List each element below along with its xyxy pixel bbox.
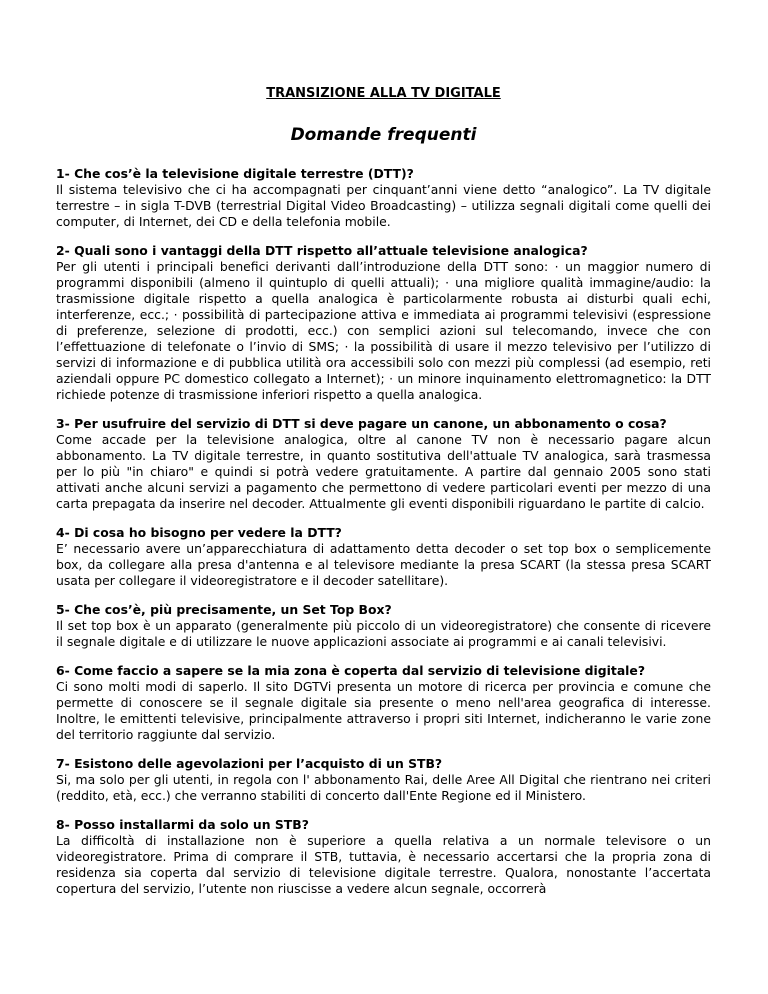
document-title: TRANSIZIONE ALLA TV DIGITALE — [266, 86, 501, 101]
faq-item-1 — [56, 166, 711, 230]
faq-list — [56, 166, 711, 897]
faq-question: 1- Che cos’è la televisione digitale terrestre (DTT)? — [56, 166, 414, 181]
faq-answer: Per gli utenti i principali benefici derivanti dall’introduzione della DTT sono: · un maggior numero di programmi disponibili (almeno il quintuplo di quelli attuali); · una migliore qualità immagine/audio: la trasmissione digitale rispetto a quella analogica è particolarmente robusta ai disturbi quali echi, interferenze, ecc.; · possibilità di partecipazione attiva e immediata ai programmi televisivi (espressione di preferenze, selezione di prodotti, ecc.) con semplici azioni sul telecomando, invece che con l’effettuazione di telefonate o l’invio di SMS; · la possibilità di usare il mezzo televisivo per l’utilizzo di servizi di informazione e di pubblica utilità ora accessibili solo con mezzi più complessi (ad esempio, reti aziendali oppure PC domestico collegato a Internet); · un minore inquinamento elettromagnetico: la DTT richiede potenze di trasmissione inferiori rispetto a quella analogica. — [56, 259, 711, 402]
faq-question: 8- Posso installarmi da solo un STB? — [56, 817, 309, 832]
faq-question: 4- Di cosa ho bisogno per vedere la DTT? — [56, 525, 342, 540]
faq-question: 7- Esistono delle agevolazioni per l’acquisto di un STB? — [56, 756, 443, 771]
faq-item-6 — [56, 663, 711, 743]
faq-answer: La difficoltà di installazione non è superiore a quella relativa a un normale televisore o un videoregistratore. Prima di comprare il STB, tuttavia, è necessario accertarsi che la propria zona di residenza sia coperta dal servizio di televisione digitale terrestre. Qualora, nonostante l’accertata copertura del servizio, l’utente non riuscisse a vedere alcun segnale, occorrerà — [56, 833, 711, 896]
faq-question: 3- Per usufruire del servizio di DTT si deve pagare un canone, un abbonamento o cosa? — [56, 416, 667, 431]
faq-answer: Si, ma solo per gli utenti, in regola con l' abbonamento Rai, delle Aree All Digital che rientrano nei criteri (reddito, età, ecc.) che verranno stabiliti di concerto dall'Ente Regione ed il Ministero. — [56, 772, 711, 803]
faq-answer: Il sistema televisivo che ci ha accompagnati per cinquant’anni viene detto “analogico”. La TV digitale terrestre – in sigla T-DVB (terrestrial Digital Video Broadcasting) – utilizza segnali digitali come quelli dei computer, di Internet, dei CD e della telefonia mobile. — [56, 182, 711, 229]
faq-item-3 — [56, 416, 711, 512]
faq-item-2 — [56, 243, 711, 403]
faq-question: 5- Che cos’è, più precisamente, un Set Top Box? — [56, 602, 392, 617]
faq-question: 2- Quali sono i vantaggi della DTT rispetto all’attuale televisione analogica? — [56, 243, 588, 258]
faq-answer: Ci sono molti modi di saperlo. Il sito DGTVi presenta un motore di ricerca per provincia e comune che permette di conoscere se il segnale digitale sia presente o meno nell'area geografica di interesse. Inoltre, le emittenti televisive, principalmente attraverso i propri siti Internet, indicheranno le varie zone del territorio raggiunte dal servizio. — [56, 679, 711, 742]
document-subtitle: Domande frequenti — [290, 125, 477, 145]
faq-answer: E’ necessario avere un’apparecchiatura di adattamento detta decoder o set top box o semplicemente box, da collegare alla presa d'antenna e al televisore mediante la presa SCART (la stessa presa SCART usata per collegare il videoregistratore e il decoder satellitare). — [56, 541, 711, 588]
faq-answer: Come accade per la televisione analogica, oltre al canone TV non è necessario pagare alcun abbonamento. La TV digitale terrestre, in quanto sostitutiva dell'attuale TV analogica, sarà trasmessa per lo più "in chiaro" e quindi si potrà vedere gratuitamente. A partire dal gennaio 2005 sono stati attivati anche alcuni servizi a pagamento che permettono di vedere particolari eventi per mezzo di una carta prepagata da inserire nel decoder. Attualmente gli eventi disponibili riguardano le partite di calcio. — [56, 432, 711, 511]
document-page — [56, 0, 711, 910]
faq-answer: Il set top box è un apparato (generalmente più piccolo di un videoregistratore) che consente di ricevere il segnale digitale e di utilizzare le nuove applicazioni associate ai programmi e ai canali televisivi. — [56, 618, 711, 649]
faq-item-7 — [56, 756, 711, 804]
faq-question: 6- Come faccio a sapere se la mia zona è coperta dal servizio di televisione digitale? — [56, 663, 646, 678]
faq-item-5 — [56, 602, 711, 650]
faq-item-4 — [56, 525, 711, 589]
faq-item-8 — [56, 817, 711, 897]
